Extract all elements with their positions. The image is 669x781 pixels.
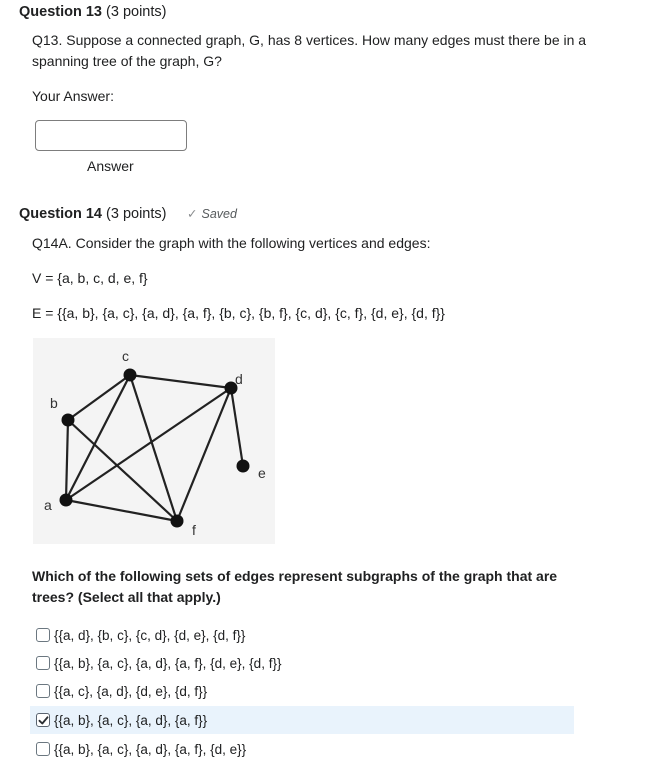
edge-a-b	[66, 420, 68, 500]
answer-input[interactable]	[35, 120, 187, 151]
checkbox-2[interactable]	[36, 656, 50, 670]
vertex-c	[124, 369, 137, 382]
checkmark-icon: ✓	[187, 207, 198, 221]
saved-label: Saved	[201, 207, 237, 221]
option-1[interactable]	[30, 621, 574, 649]
checkmark-icon	[38, 715, 49, 726]
label-c: c	[122, 348, 129, 364]
vertex-b	[62, 414, 75, 427]
edge-a-f	[66, 500, 177, 521]
question-14-points: (3 points)	[106, 206, 167, 222]
answer-caption: Answer	[87, 158, 134, 174]
checkbox-4[interactable]	[36, 713, 50, 727]
edge-a-c	[66, 375, 130, 500]
option-5-label: {{a, b}, {a, c}, {a, d}, {a, f}, {d, e}}	[54, 741, 247, 757]
question-13-text: Q13. Suppose a connected graph, G, has 8 vertices. How many edges must there be in a spanning tree of the graph, G?	[32, 32, 587, 69]
label-e: e	[258, 465, 266, 481]
option-3[interactable]	[30, 677, 574, 705]
your-answer-label: Your Answer:	[32, 88, 114, 104]
question-14-intro: Q14A. Consider the graph with the following vertices and edges:	[32, 235, 431, 251]
vertex-f	[171, 515, 184, 528]
option-2[interactable]	[30, 649, 574, 677]
edge-b-c	[68, 375, 130, 420]
vertex-set: V = {a, b, c, d, e, f}	[32, 270, 148, 286]
option-2-label: {{a, b}, {a, c}, {a, d}, {a, f}, {d, e}, {d, f}}	[54, 655, 282, 671]
graph-image	[33, 338, 275, 544]
question-13-title: Question 13	[19, 4, 102, 20]
edge-d-e	[231, 388, 243, 466]
question-13-points: (3 points)	[106, 4, 167, 20]
checkbox-3[interactable]	[36, 684, 50, 698]
option-1-label: {{a, d}, {b, c}, {c, d}, {d, e}, {d, f}}	[54, 627, 246, 643]
option-4[interactable]	[30, 706, 574, 734]
graph-drawing	[33, 338, 275, 544]
vertex-a	[60, 494, 73, 507]
question-13-heading	[19, 4, 166, 20]
option-3-label: {{a, c}, {a, d}, {d, e}, {d, f}}	[54, 683, 208, 699]
option-4-label: {{a, b}, {a, c}, {a, d}, {a, f}}	[54, 712, 208, 728]
edge-d-f	[177, 388, 231, 521]
label-f: f	[192, 522, 196, 538]
question-14-heading	[19, 206, 166, 222]
edge-set: E = {{a, b}, {a, c}, {a, d}, {a, f}, {b, c}, {b, f}, {c, d}, {c, f}, {d, e}, {d, f}}	[32, 305, 445, 321]
saved-status	[187, 206, 237, 221]
question-14-prompt: Which of the following sets of edges represent subgraphs of the graph that are trees? (Select all that apply.)	[32, 568, 558, 605]
label-a: a	[44, 497, 52, 513]
checkbox-1[interactable]	[36, 628, 50, 642]
question-14-title: Question 14	[19, 206, 102, 222]
checkbox-5[interactable]	[36, 742, 50, 756]
label-b: b	[50, 395, 58, 411]
option-5[interactable]	[30, 735, 574, 763]
label-d: d	[235, 371, 243, 387]
vertex-e	[237, 460, 250, 473]
edge-c-d	[130, 375, 231, 388]
